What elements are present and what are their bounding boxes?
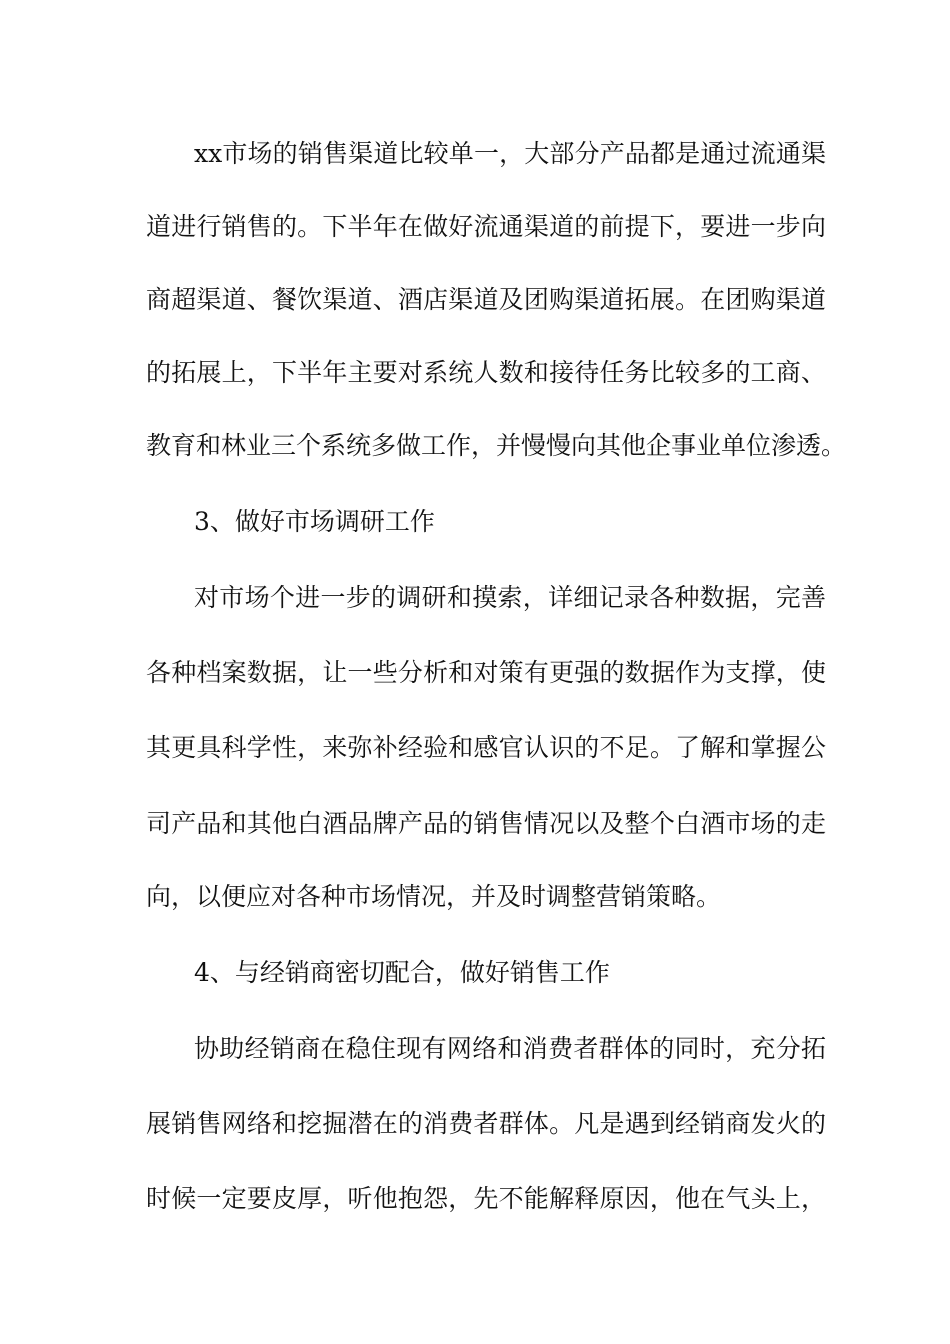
paragraph-line: 教育和林业三个系统多做工作，并慢慢向其他企事业单位渗透。 (146, 431, 847, 460)
section-heading: 4、与经销商密切配合，做好销售工作 (194, 958, 610, 987)
paragraph-line: 的拓展上，下半年主要对系统人数和接待任务比较多的工商、 (146, 358, 826, 387)
paragraph-line: 道进行销售的。下半年在做好流通渠道的前提下，要进一步向 (146, 212, 826, 241)
paragraph-line: 商超渠道、餐饮渠道、酒店渠道及团购渠道拓展。在团购渠道 (146, 285, 826, 314)
paragraph-line: 司产品和其他白酒品牌产品的销售情况以及整个白酒市场的走 (146, 809, 826, 838)
paragraph-line: 展销售网络和挖掘潜在的消费者群体。凡是遇到经销商发火的 (146, 1109, 826, 1138)
paragraph-line: 协助经销商在稳住现有网络和消费者群体的同时，充分拓 (194, 1034, 826, 1063)
paragraph-line: 对市场个进一步的调研和摸索，详细记录各种数据，完善 (194, 583, 826, 612)
paragraph-line: 其更具科学性，来弥补经验和感官认识的不足。了解和掌握公 (146, 733, 826, 762)
paragraph-line: xx市场的销售渠道比较单一，大部分产品都是通过流通渠 (194, 139, 826, 168)
section-heading: 3、做好市场调研工作 (194, 507, 435, 536)
paragraph-line: 各种档案数据，让一些分析和对策有更强的数据作为支撑，使 (146, 658, 826, 687)
paragraph-line: 时候一定要皮厚，听他抱怨，先不能解释原因，他在气头上， (146, 1184, 826, 1213)
paragraph-line: 向，以便应对各种市场情况，并及时调整营销策略。 (146, 882, 722, 911)
